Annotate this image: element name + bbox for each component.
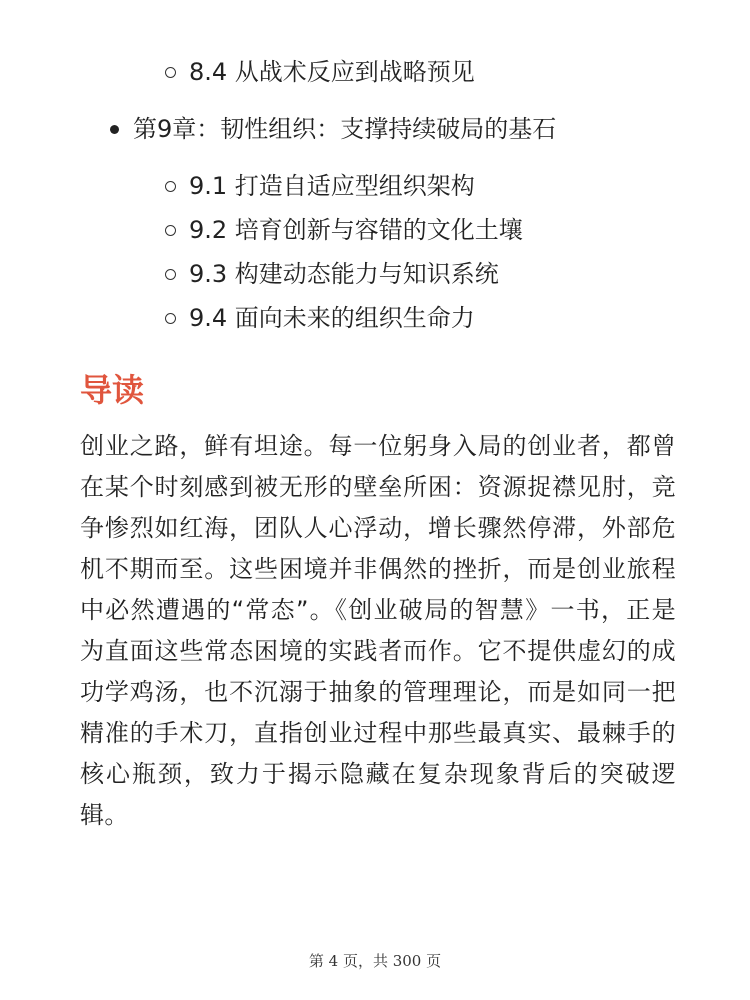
toc-item-text: 9.3 构建动态能力与知识系统 — [189, 260, 499, 288]
section-heading: 导读 — [80, 371, 145, 409]
toc-item-text: 9.1 打造自适应型组织架构 — [189, 172, 475, 200]
page-number-footer: 第 4 页，共 300 页 — [308, 952, 442, 970]
toc-chapter-9 — [110, 108, 556, 150]
toc-item-text: 第9章：韧性组织：支撑持续破局的基石 — [133, 115, 557, 143]
toc-item-text: 9.2 培育创新与容错的文化土壤 — [189, 216, 523, 244]
solid-disc-bullet-icon — [110, 125, 119, 134]
hollow-circle-bullet-icon — [165, 269, 176, 280]
toc-item-9-4 — [165, 298, 475, 338]
toc-item-9-1 — [165, 166, 475, 206]
toc-item-9-2 — [165, 210, 523, 250]
hollow-circle-bullet-icon — [165, 67, 176, 78]
hollow-circle-bullet-icon — [165, 181, 176, 192]
intro-paragraph: 创业之路，鲜有坦途。每一位躬身入局的创业者，都曾在某个时刻感到被无形的壁垒所困：资源捉襟见肘，竞争惨烈如红海，团队人心浮动，增长骤然停滞，外部危机不期而至。这些困境并非偶然的挫折，而是创业旅程中必然遭遇的“常态”。《创业破局的智慧》一书，正是为直面这些常态困境的实践者而作。它不提供虚幻的成功学鸡汤，也不沉溺于抽象的管理理论，而是如同一把精准的手术刀，直指创业过程中那些最真实、最棘手的核心瓶颈，致力于揭示隐藏在复杂现象背后的突破逻辑。 — [80, 432, 676, 829]
hollow-circle-bullet-icon — [165, 225, 176, 236]
hollow-circle-bullet-icon — [165, 313, 176, 324]
toc-item-8-4 — [165, 52, 475, 92]
toc-item-text: 8.4 从战术反应到战略预见 — [189, 58, 475, 86]
toc-item-text: 9.4 面向未来的组织生命力 — [189, 304, 475, 332]
toc-item-9-3 — [165, 254, 499, 294]
